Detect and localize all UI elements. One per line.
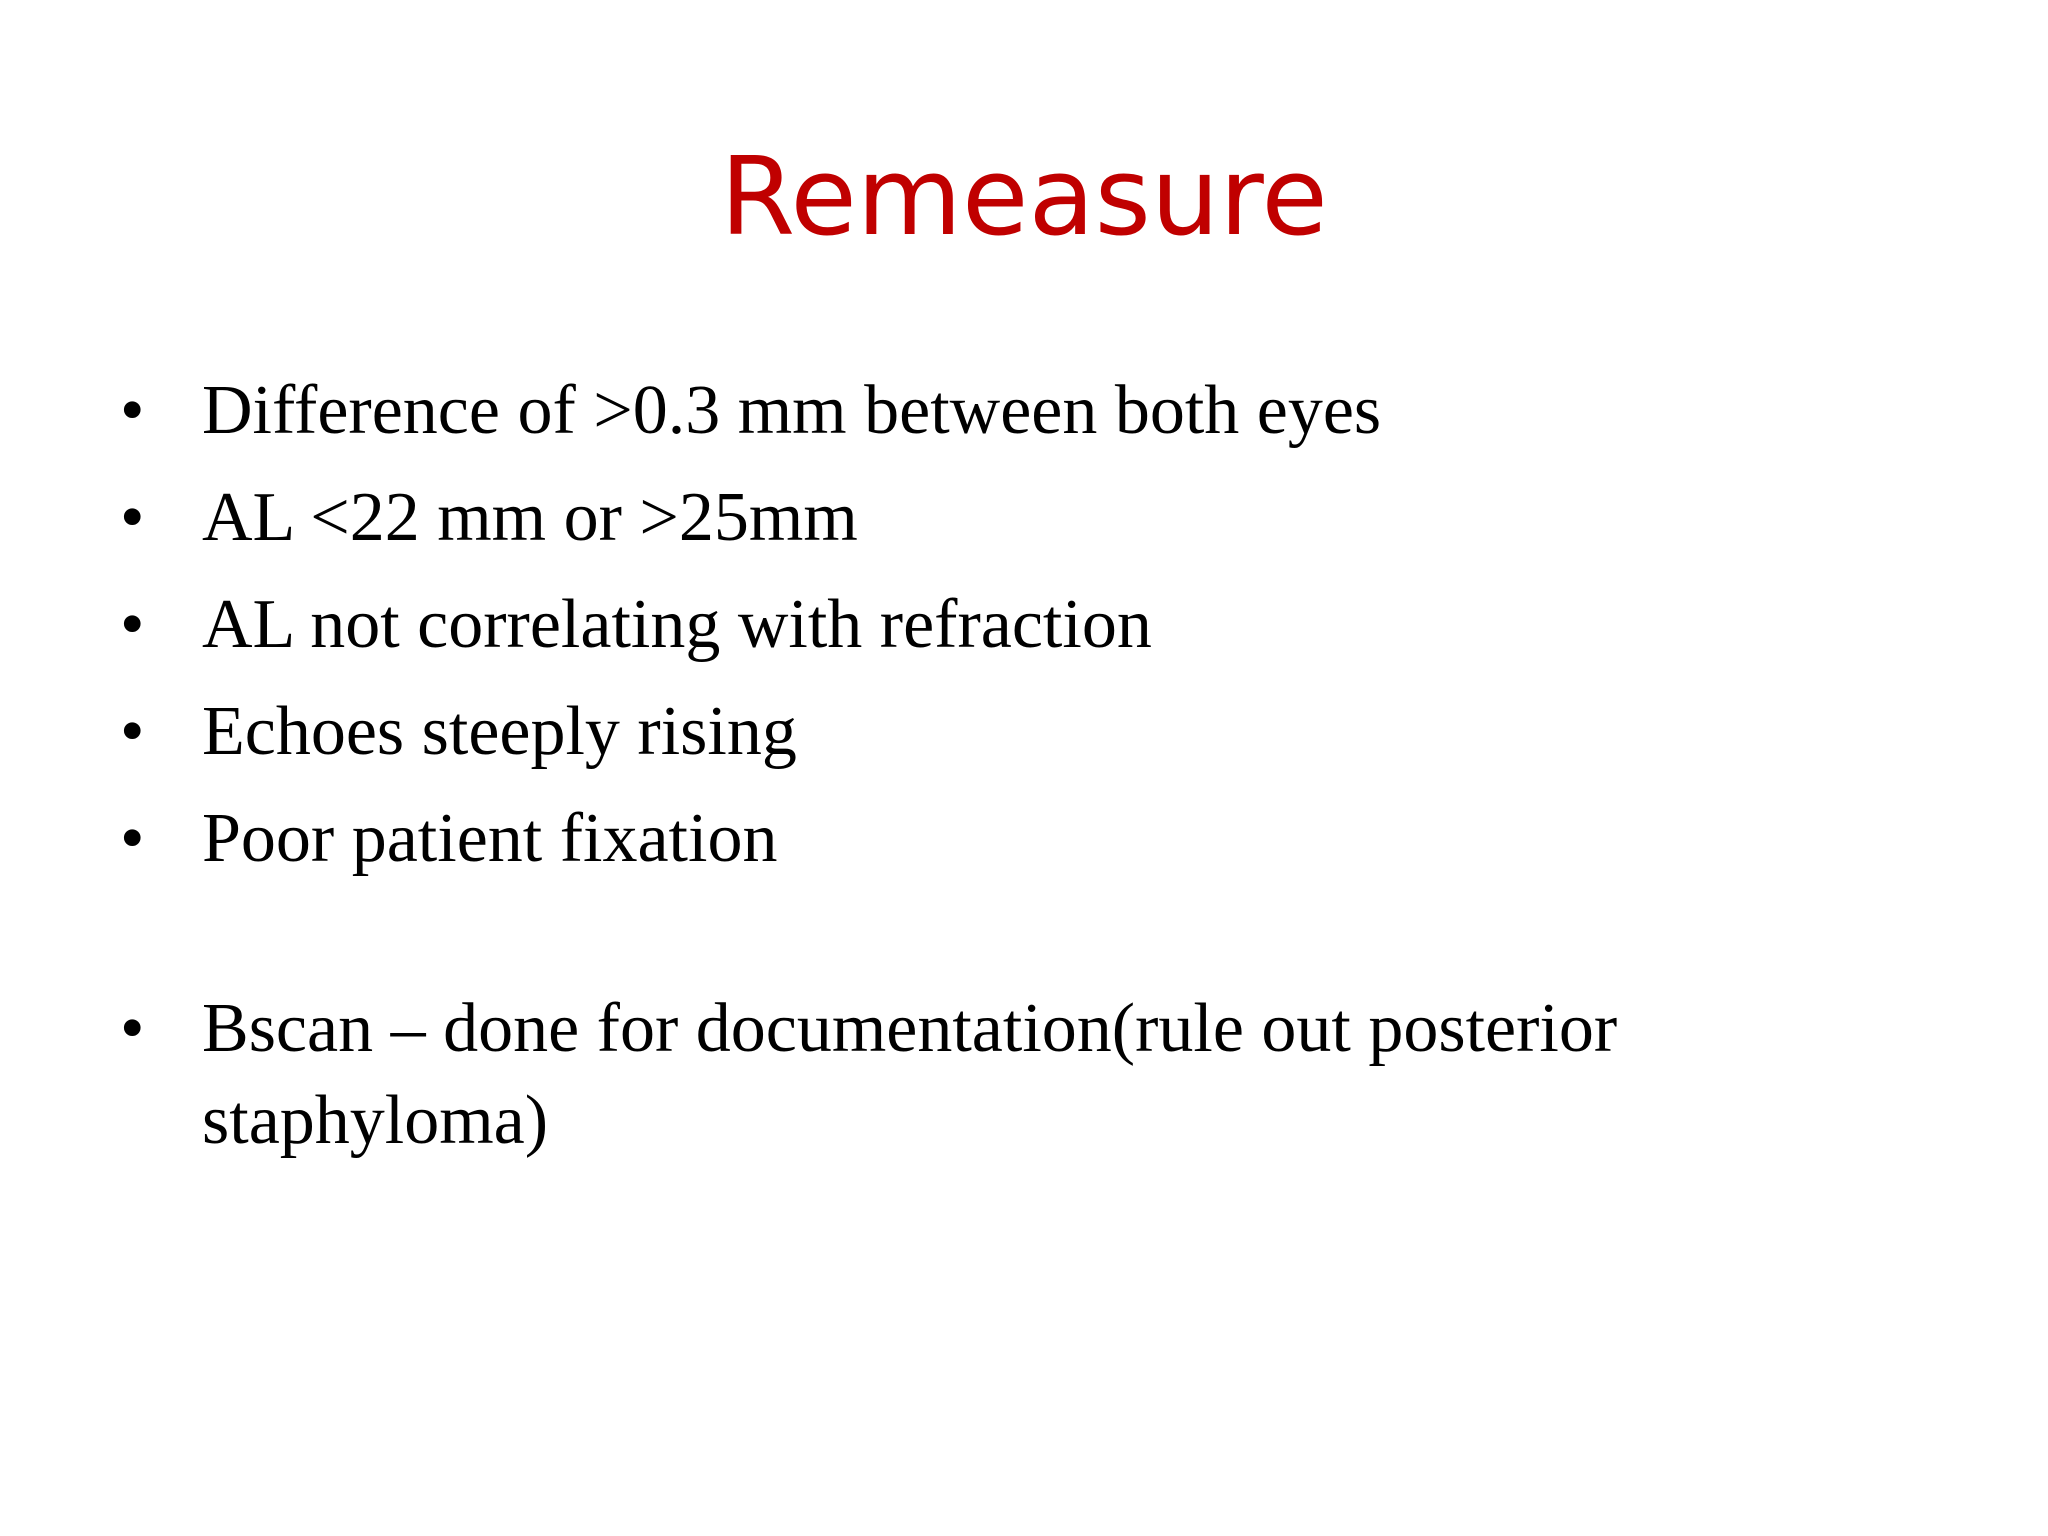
bullet-text: Echoes steeply rising <box>202 693 797 770</box>
bullet-item <box>120 686 1840 778</box>
bullet-list <box>120 365 1840 1182</box>
bullet-icon: • <box>120 372 145 449</box>
bullet-item <box>120 472 1840 564</box>
bullet-text: AL not correlating with refraction <box>202 586 1152 663</box>
bullet-item <box>120 365 1840 457</box>
bullet-item <box>120 579 1840 671</box>
bullet-text: Bscan – done for documentation(rule out posterior staphyloma) <box>202 990 1618 1159</box>
bullet-text: Poor patient fixation <box>202 800 778 877</box>
bullet-icon: • <box>120 800 145 877</box>
bullet-item <box>120 793 1840 885</box>
bullet-icon: • <box>120 586 145 663</box>
bullet-icon: • <box>120 990 145 1067</box>
slide-title: Remeasure <box>720 135 1328 260</box>
bullet-text: Difference of >0.3 mm between both eyes <box>202 372 1382 449</box>
bullet-icon: • <box>120 479 145 556</box>
bullet-text: AL <22 mm or >25mm <box>202 479 858 556</box>
bullet-icon: • <box>120 693 145 770</box>
bullet-item <box>120 983 1840 1167</box>
